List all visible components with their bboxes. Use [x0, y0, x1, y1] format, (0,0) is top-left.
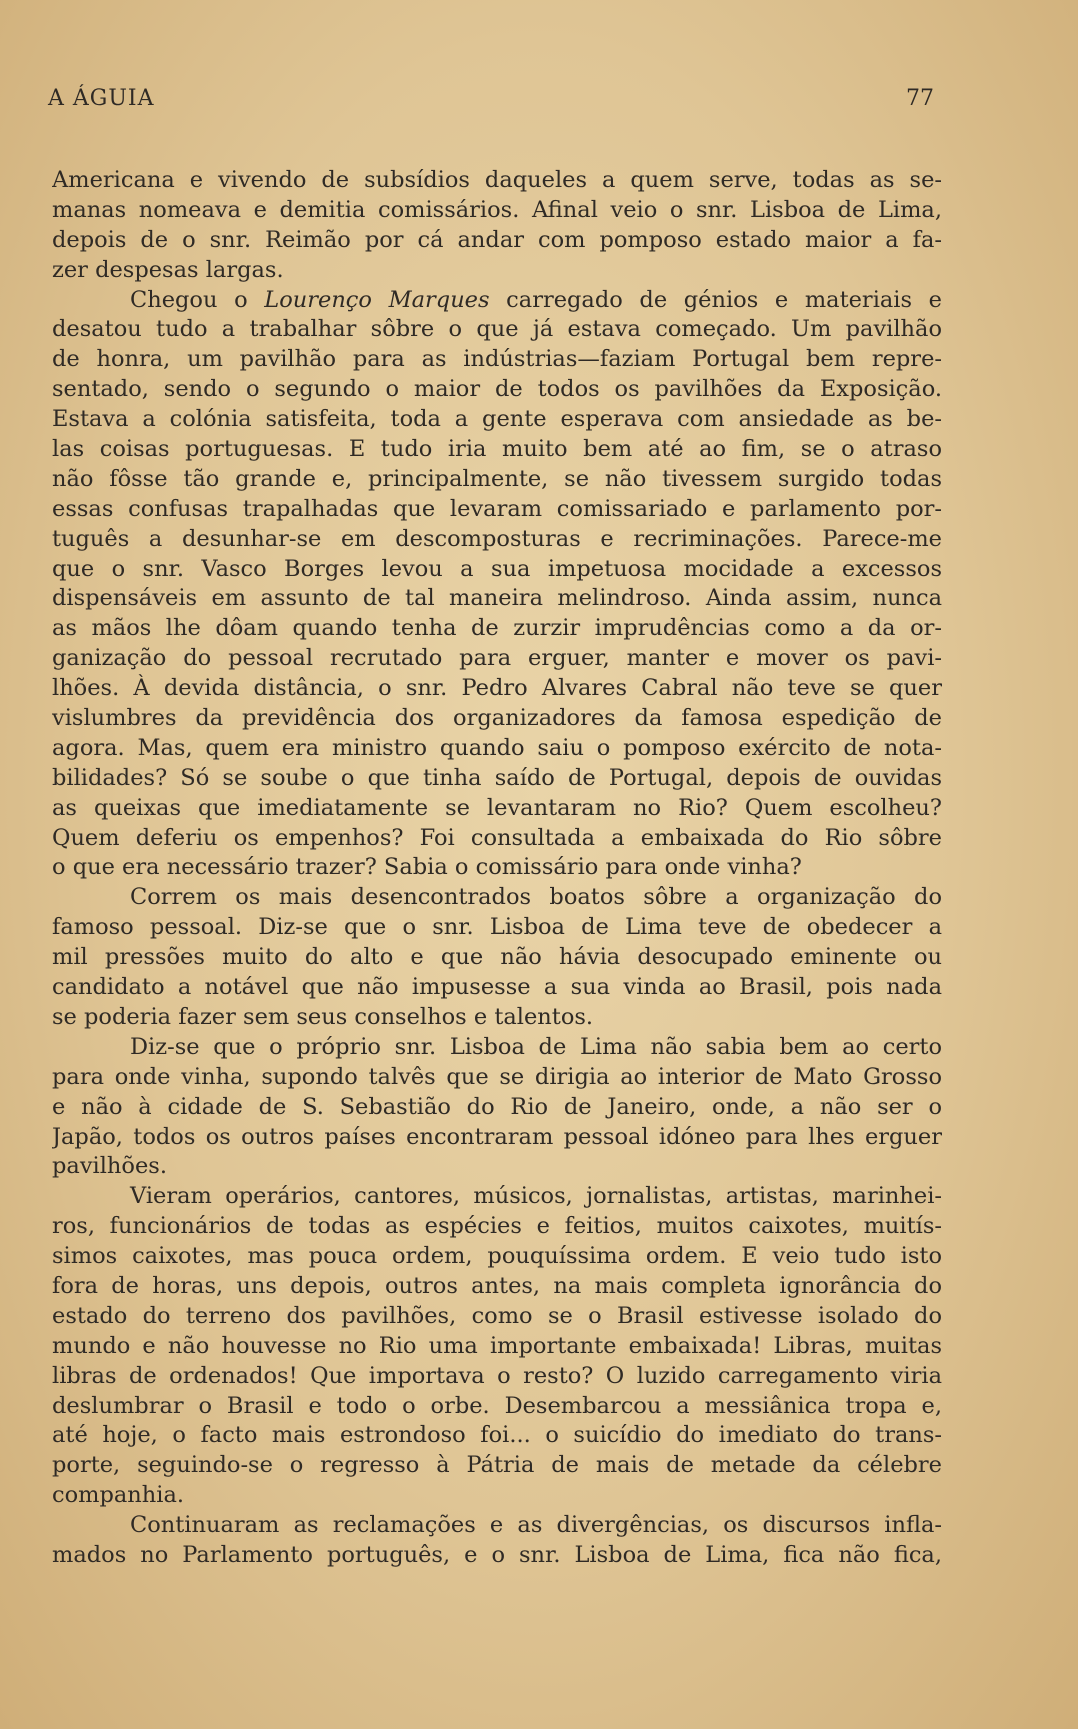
text-line: lhões. À devida distância, o snr. Pedro Alvares Cabral não teve se quer: [52, 675, 942, 702]
text-line: essas confusas trapalhadas que levaram comissariado e parlamento por-: [52, 495, 942, 522]
running-title: A ÁGUIA: [48, 86, 155, 111]
text-line: famoso pessoal. Diz-se que o snr. Lisboa de Lima teve de obedecer a: [52, 914, 942, 941]
text-line: depois de o snr. Reimão por cá andar com pomposo estado maior a fa-: [52, 226, 942, 253]
text-line: ganização do pessoal recrutado para erguer, manter e mover os pavi-: [52, 645, 942, 672]
text-line: deslumbrar o Brasil e todo o orbe. Desembarcou a messiânica tropa e,: [52, 1392, 942, 1419]
text-line: até hoje, o facto mais estrondoso foi... o suicídio do imediato do trans-: [52, 1422, 942, 1449]
text-line-with-italic: Chegou o Lourenço Marques carregado de génios e materiais e: [130, 286, 942, 313]
text-line: Japão, todos os outros países encontraram pessoal idóneo para lhes erguer: [52, 1123, 942, 1150]
text-line: pavilhões.: [52, 1153, 167, 1180]
text-line: mados no Parlamento português, e o snr. Lisboa de Lima, fica não fica,: [52, 1541, 942, 1568]
text-line: que o snr. Vasco Borges levou a sua impetuosa mocidade a excessos: [52, 555, 942, 582]
text-line: desatou tudo a trabalhar sôbre o que já estava começado. Um pavilhão: [52, 316, 942, 343]
text-line: Vieram operários, cantores, músicos, jornalistas, artistas, marinhei-: [130, 1183, 942, 1210]
text-line: manas nomeava e demitia comissários. Afinal veio o snr. Lisboa de Lima,: [52, 196, 942, 223]
text-line: vislumbres da previdência dos organizadores da famosa espedição de: [52, 705, 942, 732]
text-line: as mãos lhe dôam quando tenha de zurzir imprudências como a da or-: [52, 615, 942, 642]
ship-name: Lourenço Marques: [264, 286, 490, 313]
text-line: simos caixotes, mas pouca ordem, pouquíssima ordem. E veio tudo isto: [52, 1243, 942, 1270]
text-line: candidato a notável que não impusesse a sua vinda ao Brasil, pois nada: [52, 974, 942, 1001]
text-line: dispensáveis em assunto de tal maneira melindroso. Ainda assim, nunca: [52, 585, 942, 612]
text-line: Continuaram as reclamações e as divergências, os discursos infla-: [130, 1512, 942, 1539]
text-line: tuguês a desunhar-se em descomposturas e recriminações. Parece-me: [52, 525, 942, 552]
text-line: Correm os mais desencontrados boatos sôbre a organização do: [130, 884, 942, 911]
text-line: libras de ordenados! Que importava o resto? O luzido carregamento viria: [52, 1362, 942, 1389]
text-line: mil pressões muito do alto e que não hávia desocupado eminente ou: [52, 944, 942, 971]
text-line: ros, funcionários de todas as espécies e feitios, muitos caixotes, muitís-: [52, 1213, 942, 1240]
page-header: [48, 86, 934, 120]
text-line: o que era necessário trazer? Sabia o comissário para onde vinha?: [52, 854, 802, 881]
text-line: agora. Mas, quem era ministro quando saiu o pomposo exército de nota-: [52, 734, 942, 761]
text-line: las coisas portuguesas. E tudo iria muito bem até ao fim, se o atraso: [52, 436, 942, 463]
body-text: [52, 166, 942, 1571]
text-line: porte, seguindo-se o regresso à Pátria de mais de metade da célebre: [52, 1452, 942, 1479]
text-line: Estava a colónia satisfeita, toda a gente esperava com ansiedade as be-: [52, 406, 942, 433]
text-line: companhia.: [52, 1482, 185, 1509]
text-line: as queixas que imediatamente se levantaram no Rio? Quem escolheu?: [52, 794, 942, 821]
text-line: para onde vinha, supondo talvês que se dirigia ao interior de Mato Grosso: [52, 1063, 942, 1090]
text-line: de honra, um pavilhão para as indústrias—faziam Portugal bem repre-: [52, 346, 942, 373]
text-line: fora de horas, uns depois, outros antes, na mais completa ignorância do: [52, 1272, 942, 1299]
text-line: Quem deferiu os empenhos? Foi consultada a embaixada do Rio sôbre: [52, 824, 942, 851]
text-line: zer despesas largas.: [52, 256, 284, 283]
text-line: se poderia fazer sem seus conselhos e talentos.: [52, 1003, 594, 1030]
text-line: não fôsse tão grande e, principalmente, se não tivessem surgido todas: [52, 465, 942, 492]
text-line: Diz-se que o próprio snr. Lisboa de Lima não sabia bem ao certo: [130, 1033, 942, 1060]
text-line: estado do terreno dos pavilhões, como se o Brasil estivesse isolado do: [52, 1302, 942, 1329]
text-line: mundo e não houvesse no Rio uma importante embaixada! Libras, muitas: [52, 1332, 942, 1359]
text-line: bilidades? Só se soube o que tinha saído de Portugal, depois de ouvidas: [52, 764, 942, 791]
page-number: 77: [906, 86, 934, 111]
text-line: e não à cidade de S. Sebastião do Rio de Janeiro, onde, a não ser o: [52, 1093, 942, 1120]
text-line: Americana e vivendo de subsídios daqueles a quem serve, todas as se-: [52, 167, 942, 193]
text-line: sentado, sendo o segundo o maior de todos os pavilhões da Exposição.: [52, 376, 942, 403]
